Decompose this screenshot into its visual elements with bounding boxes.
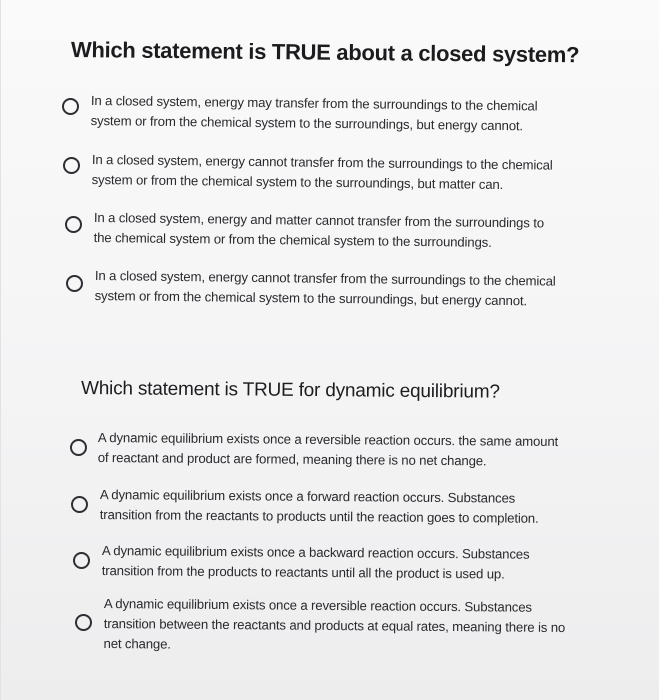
option-text-line: A dynamic equilibrium exists once a forward reaction occurs. Substances (99, 486, 516, 506)
option-text (92, 150, 553, 196)
option-text (103, 594, 565, 658)
option-text (100, 485, 539, 529)
option-text-line: In a closed system, energy may transfer from the surroundings to the chemical (90, 92, 538, 114)
option-text-line: the chemical system or from the chemical system to the surroundings. (93, 229, 492, 250)
option-text-line: net change. (103, 635, 171, 652)
option-text-line: of reactant and product are formed, meaning there is no net change. (97, 449, 487, 469)
option-text (94, 208, 545, 253)
option-text-line: A dynamic equilibrium exists once a reversible reaction occurs. Substances (103, 595, 532, 615)
radio-button-icon[interactable] (63, 157, 80, 174)
option-text-line: A dynamic equilibrium exists once a reversible reaction occurs. the same amount (97, 429, 559, 450)
option-text-line: transition from the products to reactants until all the product is used up. (101, 562, 505, 582)
radio-button-icon[interactable] (70, 439, 87, 456)
question-1-title: Which statement is TRUE about a closed system? (70, 37, 580, 68)
option-text (91, 91, 538, 136)
option-text (95, 266, 556, 312)
option-text (98, 428, 559, 472)
radio-button-icon[interactable] (65, 216, 82, 233)
option-text-line: transition between the reactants and products at equal rates, meaning there is no (103, 615, 566, 636)
option-text-line: In a closed system, energy cannot transfer from the surroundings to the chemical (94, 267, 556, 289)
option-text (102, 541, 530, 585)
option-text-line: system or from the chemical system to the surroundings, but energy cannot. (94, 287, 528, 309)
option-text-line: In a closed system, energy cannot transfer from the surroundings to the chemical (91, 151, 553, 173)
option-text-line: transition from the reactants to products until the reaction goes to completion. (99, 506, 539, 526)
option-text-line: system or from the chemical system to the surroundings, but matter can. (91, 171, 504, 193)
option-text-line: In a closed system, energy and matter cannot transfer from the surroundings to (93, 209, 545, 231)
option-text-line: A dynamic equilibrium exists once a backward reaction occurs. Substances (101, 542, 530, 562)
radio-button-icon[interactable] (73, 552, 90, 569)
radio-button-icon[interactable] (66, 275, 83, 292)
option-text-line: system or from the chemical system to the surroundings, but energy cannot. (90, 112, 524, 134)
radio-button-icon[interactable] (71, 496, 88, 513)
radio-button-icon[interactable] (62, 98, 79, 115)
radio-button-icon[interactable] (75, 614, 92, 631)
question-2-title: Which statement is TRUE for dynamic equilibrium? (80, 378, 500, 403)
